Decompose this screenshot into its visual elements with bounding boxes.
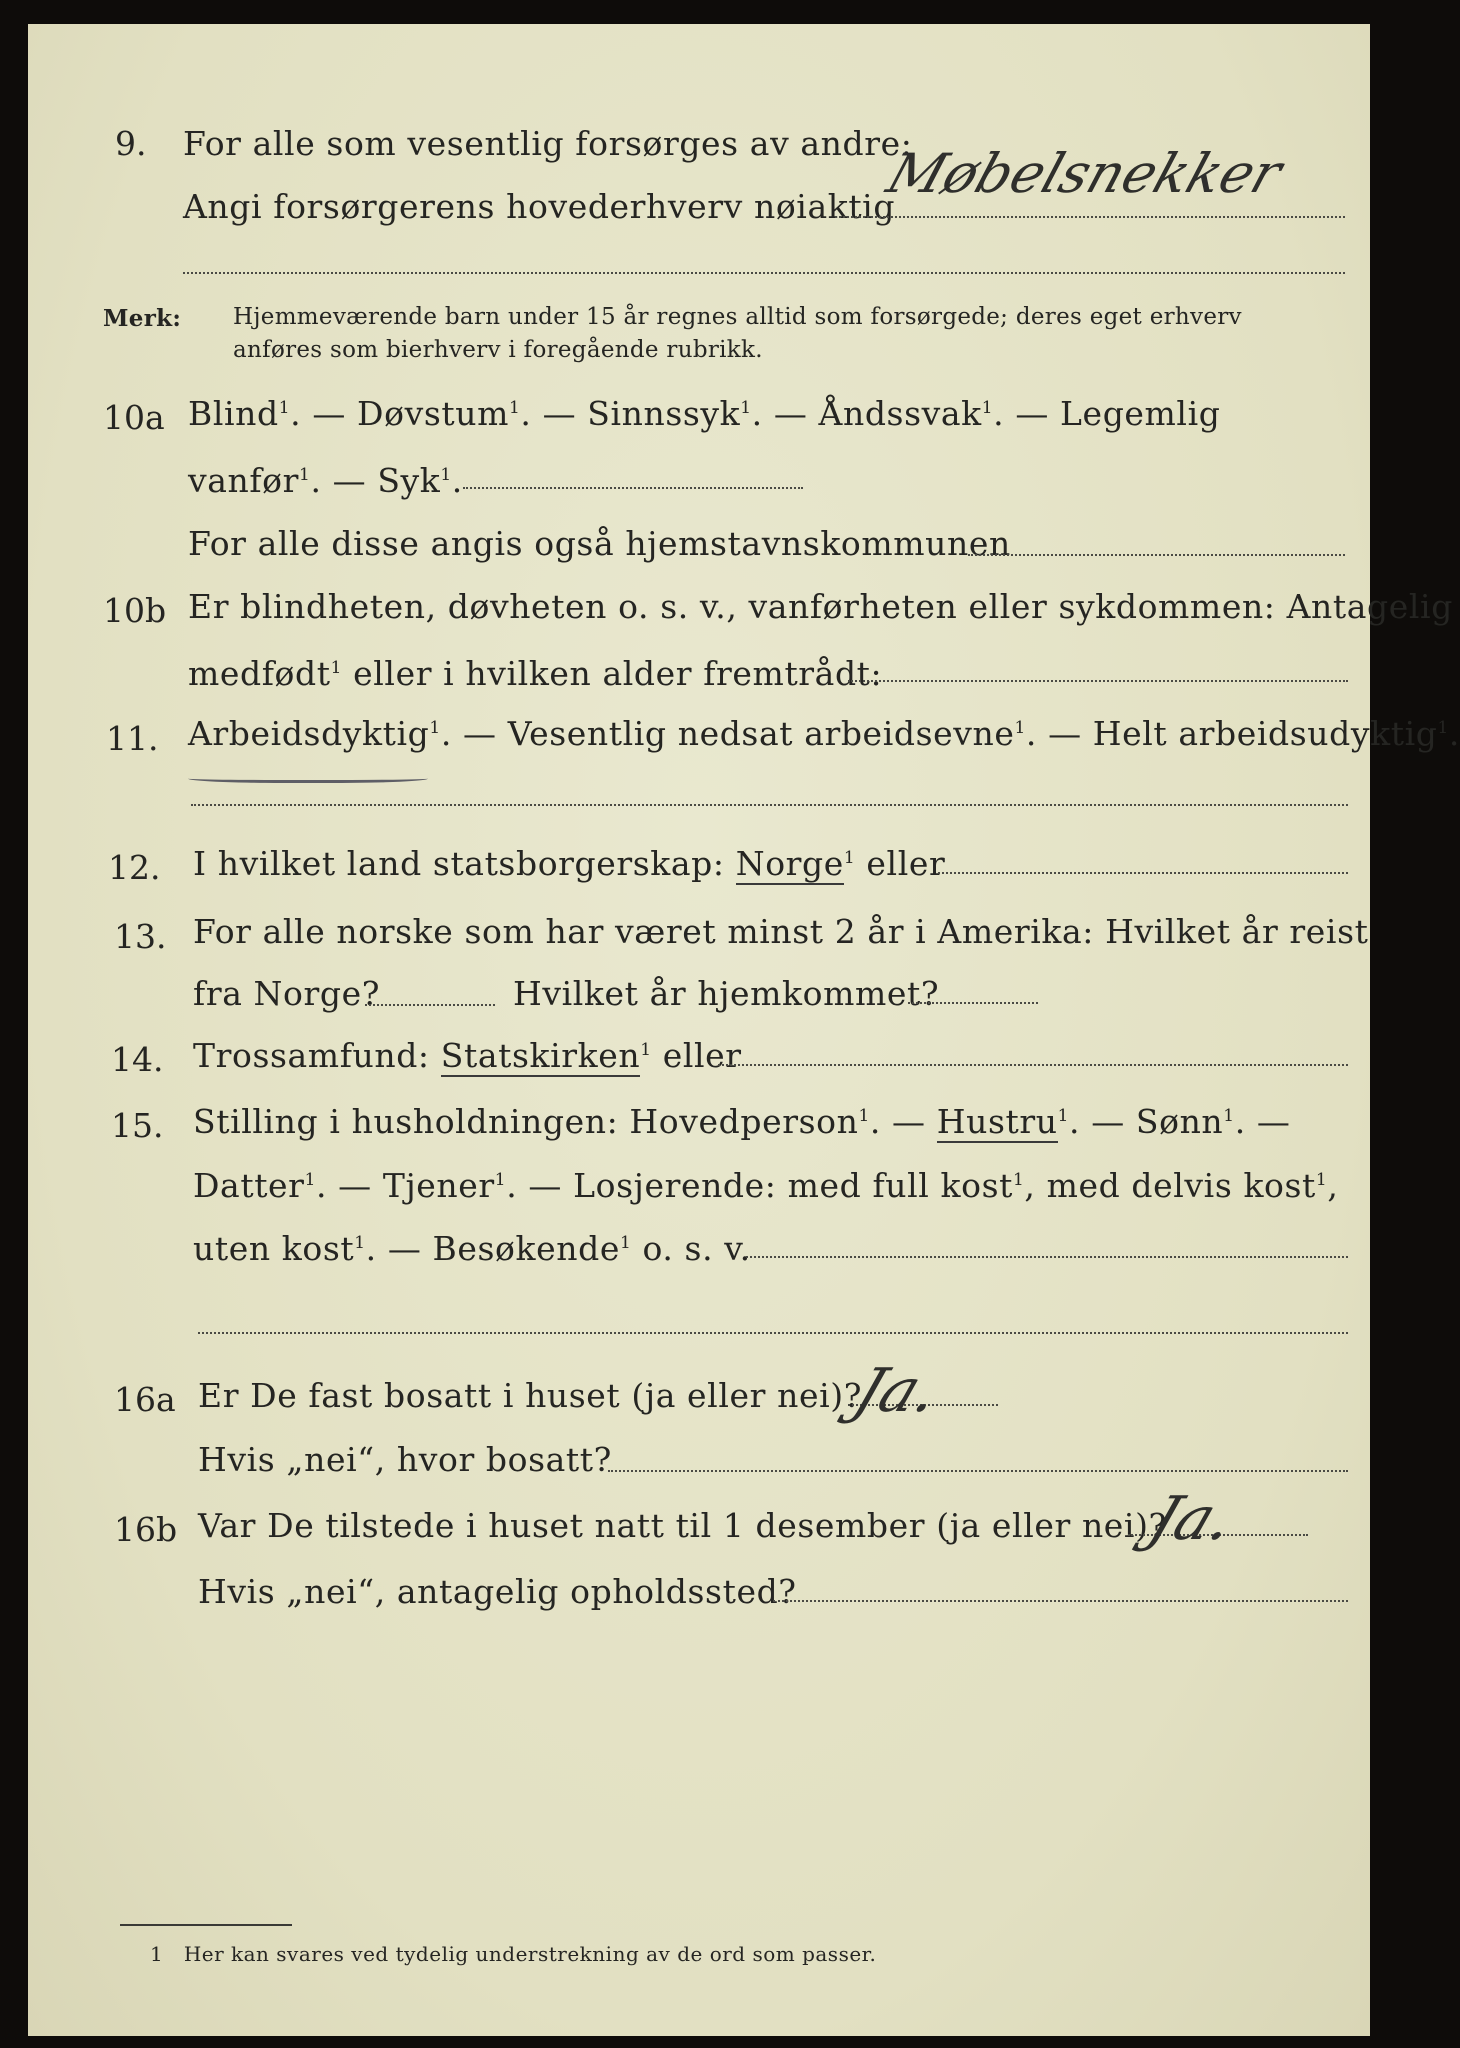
q14-number: 14. <box>111 1040 164 1079</box>
q15-line1: Stilling i husholdningen: Hovedperson$^1$. — Hustru$^1$. — Sønn$^1$. — <box>193 1102 1291 1141</box>
footnote: 1 Her kan svares ved tydelig understrekning av de ord som passer. <box>150 1942 877 1966</box>
q16b-opholdssted-line <box>773 1600 1348 1602</box>
q16a-line2: Hvis „nei“, hvor bosatt? <box>198 1440 612 1479</box>
q13-reist-line <box>365 1004 495 1006</box>
q10b-answer-line <box>848 680 1348 682</box>
q11-number: 11. <box>106 719 159 758</box>
q9-line1: For alle som vesentlig forsørges av andre: <box>183 124 913 163</box>
q9-answer-line <box>835 216 1345 218</box>
q10b-line2: medfødt$^1$ eller i hvilken alder fremtrådt: <box>188 654 883 693</box>
q11-handwritten-underline <box>188 772 428 783</box>
q16a-line1: Er De fast bosatt i huset (ja eller nei)? <box>198 1376 862 1415</box>
q16b-number: 16b <box>114 1510 178 1549</box>
q10a-hjemstavn-line <box>968 554 1345 556</box>
q12-number: 12. <box>108 848 161 887</box>
q16a-number: 16a <box>114 1380 176 1419</box>
q13-line2a: fra Norge? <box>193 974 381 1013</box>
note-label: Merk: <box>103 305 182 332</box>
q9-number: 9. <box>115 124 147 163</box>
q12-line1: I hvilket land statsborgerskap: Norge$^1$ eller <box>193 844 946 883</box>
q15-extra-line <box>198 1332 1348 1334</box>
q15-number: 15. <box>111 1106 164 1145</box>
q16a-bosatt-line <box>608 1470 1348 1472</box>
q10a-line1: Blind$^1$. — Døvstum$^1$. — Sinnssyk$^1$. — Åndssvak$^1$. — Legemlig <box>188 394 1221 433</box>
q12-answer-line <box>938 872 1348 874</box>
q9-extra-line <box>183 272 1345 274</box>
q13-line1: For alle norske som har været minst 2 år i Amerika: Hvilket år reist <box>193 912 1369 951</box>
q9-handwritten-answer: Møbelsnekker <box>879 142 1290 205</box>
q16a-handwritten-answer: Ja. <box>845 1356 950 1426</box>
note-line2: anføres som bierhverv i foregående rubrikk. <box>233 337 763 363</box>
q10b-line1: Er blindheten, døvheten o. s. v., vanførheten eller sykdommen: Antagelig <box>188 587 1453 626</box>
q10a-number: 10a <box>103 398 165 437</box>
q9-line2: Angi forsørgerens hovederhverv nøiaktig <box>183 187 896 226</box>
q15-answer-line <box>746 1256 1348 1258</box>
q16b-line1: Var De tilstede i huset natt til 1 desember (ja eller nei)? <box>198 1506 1167 1545</box>
q11-answer-line <box>191 804 1348 806</box>
q15-line3: uten kost$^1$. — Besøkende$^1$ o. s. v. <box>193 1229 751 1268</box>
note-line1: Hjemmeværende barn under 15 år regnes alltid som forsørgede; deres eget erhverv <box>233 304 1242 330</box>
q15-line2: Datter$^1$. — Tjener$^1$. — Losjerende: med full kost$^1$, med delvis kost$^1$, <box>193 1166 1339 1205</box>
q13-line2b: Hvilket år hjemkommet? <box>513 974 940 1013</box>
q16b-handwritten-answer: Ja. <box>1140 1484 1245 1554</box>
q16b-line2: Hvis „nei“, antagelig opholdssted? <box>198 1572 797 1611</box>
q11-line1: Arbeidsdyktig$^1$. — Vesentlig nedsat arbeidsevne$^1$. — Helt arbeidsudyktig$^1$. <box>188 714 1460 753</box>
q13-number: 13. <box>114 917 167 956</box>
q10b-number: 10b <box>103 591 167 630</box>
q14-line1: Trossamfund: Statskirken$^1$ eller <box>193 1036 742 1075</box>
q13-hjemkommet-line <box>908 1002 1038 1004</box>
q14-answer-line <box>718 1064 1348 1066</box>
q10a-line3: For alle disse angis også hjemstavnskommunen <box>188 524 1011 563</box>
footnote-rule <box>120 1924 292 1926</box>
q10a-line2: vanfør$^1$. — Syk$^1$. <box>188 461 463 500</box>
q10a-answer-line <box>463 487 803 489</box>
census-form-page <box>28 24 1460 2036</box>
